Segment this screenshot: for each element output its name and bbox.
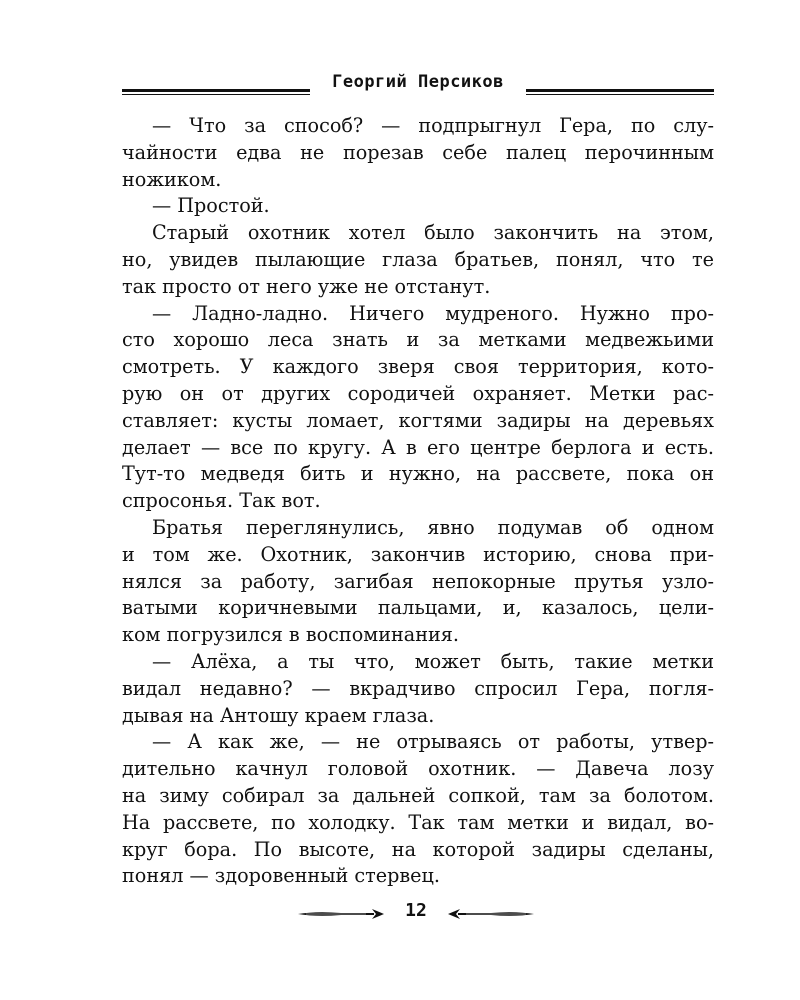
text-line: делает — все по кругу. А в его центре берлога и есть. [122, 435, 714, 459]
ornament-left-icon [296, 908, 386, 920]
text-line: сто хорошо леса знать и за метками медвежьими [122, 328, 714, 352]
text-line: На рассвете, по холодку. Так там метки и видал, во- [122, 810, 714, 834]
text-line: понял — здоровенный стервец. [122, 864, 440, 888]
text-line: — Алёха, а ты что, может быть, такие метки [152, 649, 714, 673]
text-line: — Ладно-ладно. Ничего мудреного. Нужно про- [152, 301, 714, 325]
text-line: смотреть. У каждого зверя своя территория, кото- [122, 355, 714, 379]
text-line: ком погрузился в воспоминания. [122, 623, 459, 647]
text-line: Тут-то медведя бить и нужно, на рассвете, пока он [122, 462, 714, 486]
text-line: дительно качнул головой охотник. — Давеча лозу [122, 757, 714, 781]
body-text [122, 113, 714, 890]
text-line: видал недавно? — вкрадчиво спросил Гера, погля- [122, 676, 714, 700]
header-author-title: Георгий Персиков [332, 72, 504, 92]
text-line: — Простой. [152, 194, 270, 218]
text-line: и том же. Охотник, закончив историю, снова при- [122, 542, 714, 566]
page-number: 12 [405, 900, 427, 921]
text-line: дывая на Антошу краем глаза. [122, 703, 435, 727]
text-line: но, увидев пылающие глаза братьев, понял, что те [122, 247, 714, 271]
text-line: круг бора. По высоте, на которой задиры сделаны, [122, 837, 714, 861]
text-line: рую он от других сородичей охраняет. Метки рас- [122, 381, 714, 405]
text-line: спросонья. Так вот. [122, 489, 321, 513]
text-line: ватыми коричневыми пальцами, и, казалось, цели- [122, 596, 714, 620]
text-line: нялся за работу, загибая непокорные прутья узло- [122, 569, 714, 593]
text-line: так просто от него уже не отстанут. [122, 274, 491, 298]
text-line: ставляет: кусты ломает, когтями задиры на деревьях [122, 408, 714, 432]
text-line: — Что за способ? — подпрыгнул Гера, по слу- [152, 114, 714, 137]
header-rule-right [526, 89, 714, 95]
text-line: Братья переглянулись, явно подумав об одном [152, 515, 714, 539]
page-footer [296, 900, 536, 926]
header-rule-left [122, 89, 310, 95]
text-line: на зиму собирал за дальней сопкой, там за болотом. [122, 783, 714, 807]
text-line: Старый охотник хотел было закончить на этом, [152, 221, 714, 245]
ornament-right-icon [446, 908, 536, 920]
running-header [122, 68, 714, 104]
text-line: чайности едва не порезав себе палец перочинным [122, 140, 714, 164]
text-line: — А как же, — не отрываясь от работы, утвер- [152, 730, 714, 754]
text-line: ножиком. [122, 167, 222, 191]
